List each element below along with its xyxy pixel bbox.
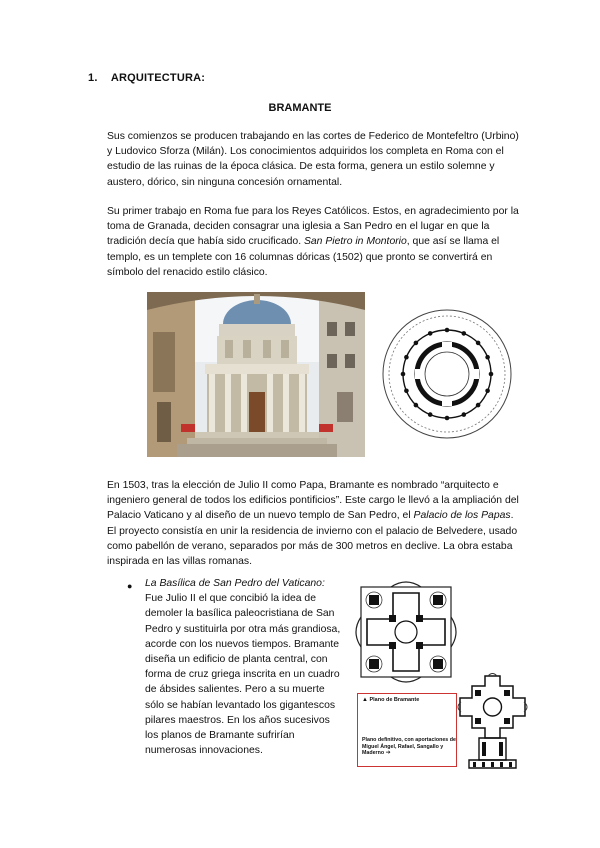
paragraph-vatican-text: En 1503, tras la elección de Julio II como Papa, Bramante es nombrado “arquitecto e ingeniero general de todos los edificios pontificios”. Este cargo le llevó a la ampliación del Palacio Vaticano y al diseño de un nuevo templo de San Pedro, el (107, 480, 519, 522)
paragraph-vatican-text-end: . El proyecto consistía en unir la residencia de invierno con el palacio de Belvedere, usado como pabellón de verano, separados por más de 300 metros en declive. La obra estaba inspirada en las villas romanas. (107, 510, 518, 568)
subtitle-bramante: BRAMANTE (268, 102, 332, 114)
paragraph-vatican-italic: Palacio de los Papas (413, 510, 511, 522)
tempietto-plan (372, 305, 522, 443)
bullet-basilica-title: La Basílica de San Pedro del Vaticano: (145, 578, 325, 589)
arrow-up-icon: ▲ (362, 697, 368, 703)
bramante-plan-drawing (355, 581, 457, 683)
bullet-basilica-body: Fue Julio II el que concibió la idea de demoler la basílica paleocristiana de San Pedro y sustituirla por otra más grandiosa, acorde con los nuevos tiempos. Bramante diseña un edificio de planta central, con forma de cruz griega inscrita en un cuadro de ábsides salientes. Pero a su muerte sólo se habían levantado los gigantescos pilares maestros. En los años sucesivos los planos de Bramante sufrirían numerosas innovaciones. (145, 593, 341, 757)
plan-bramante-label (362, 697, 419, 703)
paragraph-first-work-text-end: , que así se llama el templo, es un templete con 16 columnas dóricas (1502) que pronto se convertirá en símbolo del renacido estilo clásico. (107, 236, 500, 278)
paragraph-vatican (107, 478, 525, 569)
arrow-right-icon: ➔ (385, 750, 391, 757)
plan-final-text: Plano definitivo, con aportaciones de Miguel Ángel, Rafael, Sangallo y Maderno (362, 737, 456, 757)
section-number: 1. (88, 72, 98, 84)
paragraph-first-work (107, 204, 525, 280)
bullet-basilica (145, 576, 345, 758)
final-plan-drawing (455, 672, 530, 772)
section-heading (88, 72, 205, 84)
paragraph-first-work-italic: San Pietro in Montorio (303, 236, 407, 248)
tempietto-photo (147, 292, 365, 457)
paragraph-origins: Sus comienzos se producen trabajando en las cortes de Federico de Montefeltro (Urbino) y Ludovico Sforza (Milán). Los conocimientos adquiridos los completa en Roma con el estudio de las ruinas de la época clásica. De esta forma, genera un estilo solemne y austero, dórico, sin ninguna concesión ornamental. (107, 131, 519, 188)
plan-final-label (362, 737, 456, 757)
section-title: ARQUITECTURA: (110, 72, 206, 84)
bullet-dot-icon: ● (127, 581, 133, 591)
plan-labels-box (357, 693, 457, 767)
plan-bramante-text: Plano de Bramante (369, 697, 420, 703)
paragraph-first-work-text: Su primer trabajo en Roma fue para los Reyes Católicos. Estos, en agradecimiento por la toma de Granada, deciden consagrar una iglesia a San Pedro en el lugar en que la tradición decía que había sido crucificado. (107, 206, 519, 248)
